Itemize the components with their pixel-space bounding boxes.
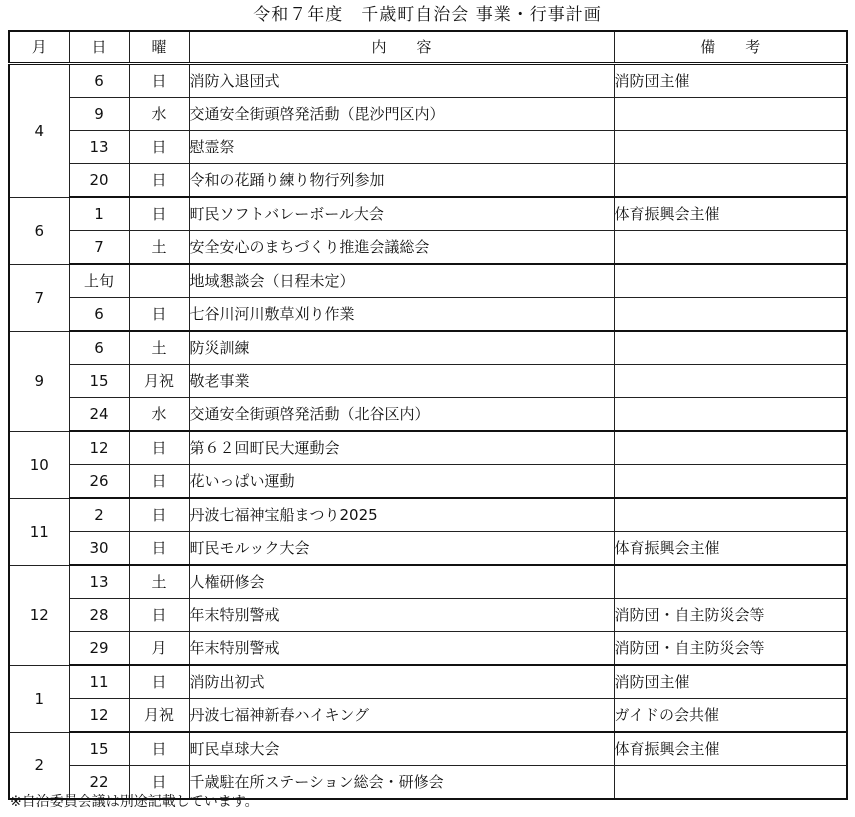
- note-cell: [614, 98, 847, 131]
- table-row: [9, 565, 847, 599]
- note-cell: 体育振興会主催: [614, 532, 847, 566]
- month-cell: 9: [9, 331, 69, 431]
- note-cell: [614, 231, 847, 265]
- dow-cell: 日: [129, 766, 189, 800]
- content-cell: 千歳駐在所ステーション総会・研修会: [189, 766, 614, 800]
- note-cell: 消防団主催: [614, 665, 847, 699]
- schedule-body: [9, 64, 847, 800]
- note-cell: ガイドの会共催: [614, 699, 847, 733]
- note-cell: [614, 264, 847, 298]
- month-cell: 4: [9, 64, 69, 198]
- content-cell: 七谷川河川敷草刈り作業: [189, 298, 614, 332]
- table-row: [9, 632, 847, 666]
- note-cell: 体育振興会主催: [614, 732, 847, 766]
- note-cell: 消防団・自主防災会等: [614, 632, 847, 666]
- table-row: [9, 164, 847, 198]
- table-row: [9, 599, 847, 632]
- table-row: [9, 231, 847, 265]
- day-cell: 15: [69, 732, 129, 766]
- content-cell: 消防入退団式: [189, 64, 614, 98]
- content-cell: 安全安心のまちづくり推進会議総会: [189, 231, 614, 265]
- day-cell: 30: [69, 532, 129, 566]
- dow-cell: 水: [129, 398, 189, 432]
- dow-cell: 日: [129, 431, 189, 465]
- content-cell: 慰霊祭: [189, 131, 614, 164]
- table-row: [9, 264, 847, 298]
- day-cell: 20: [69, 164, 129, 198]
- content-cell: 年末特別警戒: [189, 599, 614, 632]
- content-cell: 町民ソフトバレーボール大会: [189, 197, 614, 231]
- month-cell: 11: [9, 498, 69, 565]
- table-row: [9, 398, 847, 432]
- note-cell: [614, 164, 847, 198]
- day-cell: 2: [69, 498, 129, 532]
- content-cell: 丹波七福神宝船まつり2025: [189, 498, 614, 532]
- day-cell: 24: [69, 398, 129, 432]
- dow-cell: 日: [129, 732, 189, 766]
- table-row: [9, 98, 847, 131]
- note-cell: [614, 565, 847, 599]
- content-cell: 令和の花踊り練り物行列参加: [189, 164, 614, 198]
- day-cell: 1: [69, 197, 129, 231]
- dow-cell: 月祝: [129, 699, 189, 733]
- table-row: [9, 532, 847, 566]
- day-cell: 12: [69, 699, 129, 733]
- month-cell: 2: [9, 732, 69, 799]
- day-cell: 26: [69, 465, 129, 499]
- table-row: [9, 665, 847, 699]
- table-row: [9, 699, 847, 733]
- table-row: [9, 197, 847, 231]
- dow-cell: 土: [129, 565, 189, 599]
- day-cell: 上旬: [69, 264, 129, 298]
- header-month: 月: [9, 31, 69, 64]
- header-dow: 曜: [129, 31, 189, 64]
- content-cell: 交通安全街頭啓発活動（毘沙門区内）: [189, 98, 614, 131]
- table-row: [9, 431, 847, 465]
- table-row: [9, 298, 847, 332]
- dow-cell: 日: [129, 465, 189, 499]
- dow-cell: 日: [129, 599, 189, 632]
- note-cell: [614, 131, 847, 164]
- dow-cell: 水: [129, 98, 189, 131]
- day-cell: 7: [69, 231, 129, 265]
- dow-cell: 土: [129, 331, 189, 365]
- dow-cell: 日: [129, 131, 189, 164]
- dow-cell: 日: [129, 164, 189, 198]
- table-row: [9, 64, 847, 98]
- dow-cell: 日: [129, 197, 189, 231]
- note-cell: [614, 465, 847, 499]
- day-cell: 13: [69, 565, 129, 599]
- day-cell: 11: [69, 665, 129, 699]
- note-cell: [614, 365, 847, 398]
- month-cell: 7: [9, 264, 69, 331]
- note-cell: 体育振興会主催: [614, 197, 847, 231]
- dow-cell: 月祝: [129, 365, 189, 398]
- table-row: [9, 131, 847, 164]
- day-cell: 15: [69, 365, 129, 398]
- table-row: [9, 465, 847, 499]
- table-row: [9, 331, 847, 365]
- note-cell: [614, 331, 847, 365]
- month-cell: 10: [9, 431, 69, 498]
- day-cell: 6: [69, 298, 129, 332]
- dow-cell: 月: [129, 632, 189, 666]
- day-cell: 12: [69, 431, 129, 465]
- page-title: 令和７年度 千歳町自治会 事業・行事計画: [253, 5, 602, 25]
- dow-cell: [129, 264, 189, 298]
- content-cell: 丹波七福神新春ハイキング: [189, 699, 614, 733]
- content-cell: 花いっぱい運動: [189, 465, 614, 499]
- content-cell: 防災訓練: [189, 331, 614, 365]
- content-cell: 町民モルック大会: [189, 532, 614, 566]
- month-cell: 6: [9, 197, 69, 264]
- content-cell: 町民卓球大会: [189, 732, 614, 766]
- dow-cell: 日: [129, 298, 189, 332]
- content-cell: 敬老事業: [189, 365, 614, 398]
- header-day: 日: [69, 31, 129, 64]
- day-cell: 13: [69, 131, 129, 164]
- note-cell: 消防団・自主防災会等: [614, 599, 847, 632]
- table-row: [9, 365, 847, 398]
- content-cell: 消防出初式: [189, 665, 614, 699]
- dow-cell: 日: [129, 498, 189, 532]
- day-cell: 28: [69, 599, 129, 632]
- table-row: [9, 498, 847, 532]
- dow-cell: 日: [129, 532, 189, 566]
- month-cell: 12: [9, 565, 69, 665]
- day-cell: 9: [69, 98, 129, 131]
- header-note: 備 考: [614, 31, 847, 64]
- schedule-table: [8, 30, 848, 800]
- content-cell: 人権研修会: [189, 565, 614, 599]
- table-row: [9, 732, 847, 766]
- day-cell: 29: [69, 632, 129, 666]
- content-cell: 第６２回町民大運動会: [189, 431, 614, 465]
- content-cell: 地域懇談会（日程未定）: [189, 264, 614, 298]
- content-cell: 交通安全街頭啓発活動（北谷区内）: [189, 398, 614, 432]
- footnote: ※自治委員会議は別途記載しています。: [10, 794, 259, 810]
- content-cell: 年末特別警戒: [189, 632, 614, 666]
- note-cell: [614, 398, 847, 432]
- note-cell: 消防団主催: [614, 64, 847, 98]
- dow-cell: 土: [129, 231, 189, 265]
- day-cell: 6: [69, 64, 129, 98]
- dow-cell: 日: [129, 665, 189, 699]
- note-cell: [614, 498, 847, 532]
- day-cell: 6: [69, 331, 129, 365]
- month-cell: 1: [9, 665, 69, 732]
- dow-cell: 日: [129, 64, 189, 98]
- header-content: 内 容: [189, 31, 614, 64]
- note-cell: [614, 431, 847, 465]
- header-row: [9, 31, 847, 64]
- day-cell: 22: [69, 766, 129, 800]
- note-cell: [614, 766, 847, 800]
- note-cell: [614, 298, 847, 332]
